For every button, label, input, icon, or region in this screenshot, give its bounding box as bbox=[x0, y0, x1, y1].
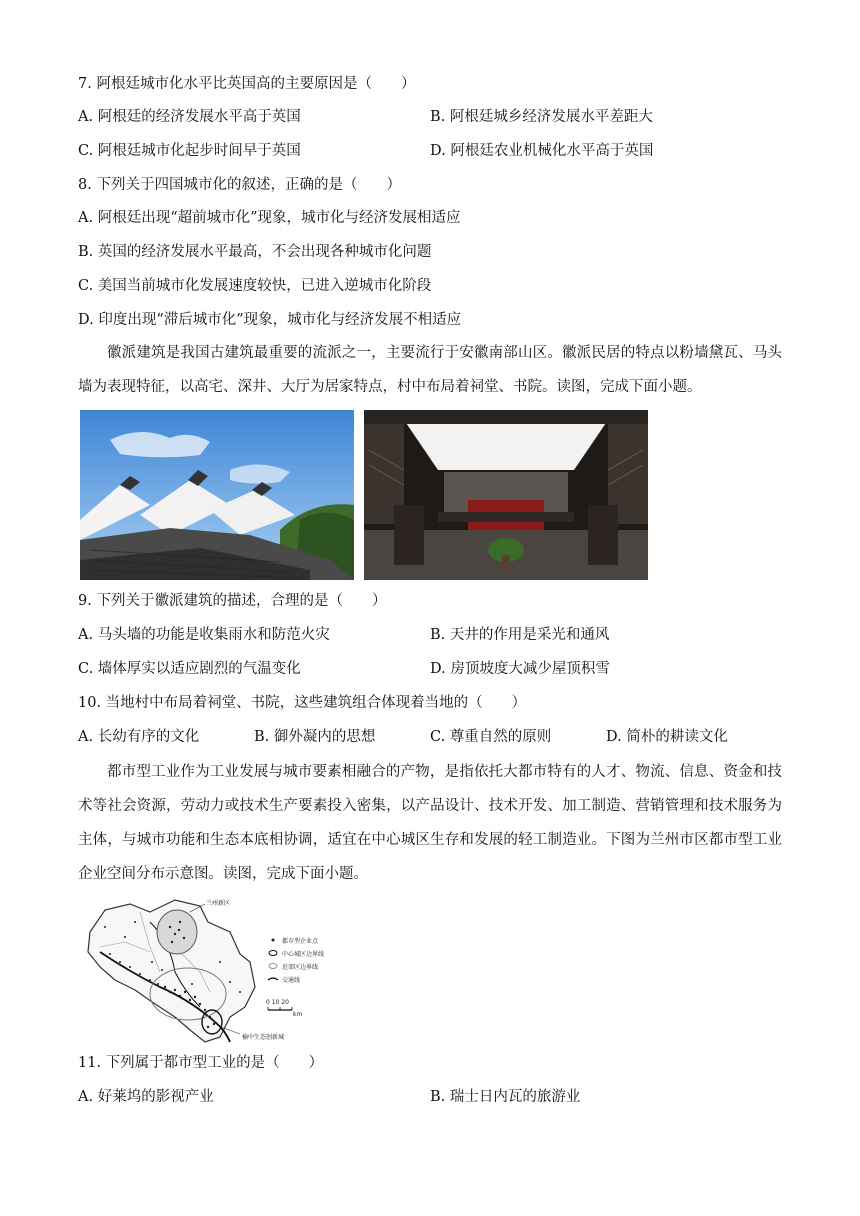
q7-option-a: A. 阿根廷的经济发展水平高于英国 bbox=[78, 109, 301, 125]
map-label-innovation-city: 榆中生态创新城 bbox=[242, 1034, 285, 1041]
q11-stem: 11. 下列属于都市型工业的是（ ） bbox=[78, 1055, 324, 1071]
q7-option-d: D. 阿根廷农业机械化水平高于英国 bbox=[430, 143, 654, 159]
passage-huizhou bbox=[78, 336, 782, 404]
q7-option-b: B. 阿根廷城乡经济发展水平差距大 bbox=[430, 109, 653, 125]
map-label-new-area: 兰州新区 bbox=[206, 900, 231, 907]
passage-huizhou-text: 徽派建筑是我国古建筑最重要的流派之一，主要流行于安徽南部山区。徽派民居的特点以粉墙黛瓦、马头墙为表现特征，以高宅、深井、大厅为居家特点，村中布局着祠堂、书院。读图，完成下面小题。 bbox=[78, 345, 782, 395]
scale-unit: km bbox=[293, 1011, 303, 1018]
q9-option-b: B. 天井的作用是采光和通风 bbox=[430, 627, 610, 643]
q9-option-a: A. 马头墙的功能是收集雨水和防范火灾 bbox=[78, 627, 330, 643]
q8-option-b: B. 英国的经济发展水平最高，不会出现各种城市化问题 bbox=[78, 244, 432, 260]
q10-option-c: C. 尊重自然的原则 bbox=[430, 729, 552, 745]
legend-enterprise: 都市型企业点 bbox=[282, 938, 319, 945]
courtyard-patio-photo bbox=[364, 410, 648, 580]
q9-option-d: D. 房顶坡度大减少屋顶积雪 bbox=[430, 661, 610, 677]
q11-option-b: B. 瑞士日内瓦的旅游业 bbox=[430, 1089, 581, 1105]
passage-urban-industry bbox=[78, 755, 782, 891]
legend-suburb-boundary: 近郊区边界线 bbox=[282, 964, 319, 971]
horse-head-wall-photo bbox=[80, 410, 354, 580]
q10-option-d: D. 简朴的耕读文化 bbox=[606, 729, 728, 745]
q8-stem: 8. 下列关于四国城市化的叙述，正确的是（ ） bbox=[78, 177, 401, 193]
lanzhou-industry-map bbox=[80, 892, 350, 1052]
legend-center-boundary: 中心城区边界线 bbox=[282, 951, 325, 958]
map-legend-symbols bbox=[268, 939, 278, 981]
q10-option-a: A. 长幼有序的文化 bbox=[78, 729, 200, 745]
q9-stem: 9. 下列关于徽派建筑的描述，合理的是（ ） bbox=[78, 593, 387, 609]
q8-option-d: D. 印度出现“滞后城市化”现象，城市化与经济发展不相适应 bbox=[78, 312, 462, 328]
q8-option-a: A. 阿根廷出现“超前城市化”现象，城市化与经济发展相适应 bbox=[78, 210, 461, 226]
q10-option-b: B. 御外凝内的思想 bbox=[254, 729, 376, 745]
q7-stem: 7. 阿根廷城市化水平比英国高的主要原因是（ ） bbox=[78, 76, 416, 92]
q11-option-a: A. 好莱坞的影视产业 bbox=[78, 1089, 214, 1105]
q7-option-c: C. 阿根廷城市化起步时间早于英国 bbox=[78, 143, 301, 159]
q10-stem: 10. 当地村中布局着祠堂、书院，这些建筑组合体现着当地的（ ） bbox=[78, 695, 527, 711]
passage-urban-industry-text: 都市型工业作为工业发展与城市要素相融合的产物，是指依托大都市特有的人才、物流、信息、资金和技术等社会资源，劳动力或技术生产要素投入密集，以产品设计、技术开发、加工制造、营销管理和技术服务为主体，与城市功能和生态本底相协调，适宜在中心城区生存和发展的轻工制造业。下图为兰州市区都市型工业企业空间分布示意图。读图，完成下面小题。 bbox=[78, 764, 782, 882]
q9-option-c: C. 墙体厚实以适应剧烈的气温变化 bbox=[78, 661, 301, 677]
scale-label: 0 10 20 bbox=[266, 999, 289, 1006]
scale-bar bbox=[268, 1007, 292, 1010]
q8-option-c: C. 美国当前城市化发展速度较快，已进入逆城市化阶段 bbox=[78, 278, 432, 294]
legend-traffic-line: 交通线 bbox=[282, 977, 301, 984]
